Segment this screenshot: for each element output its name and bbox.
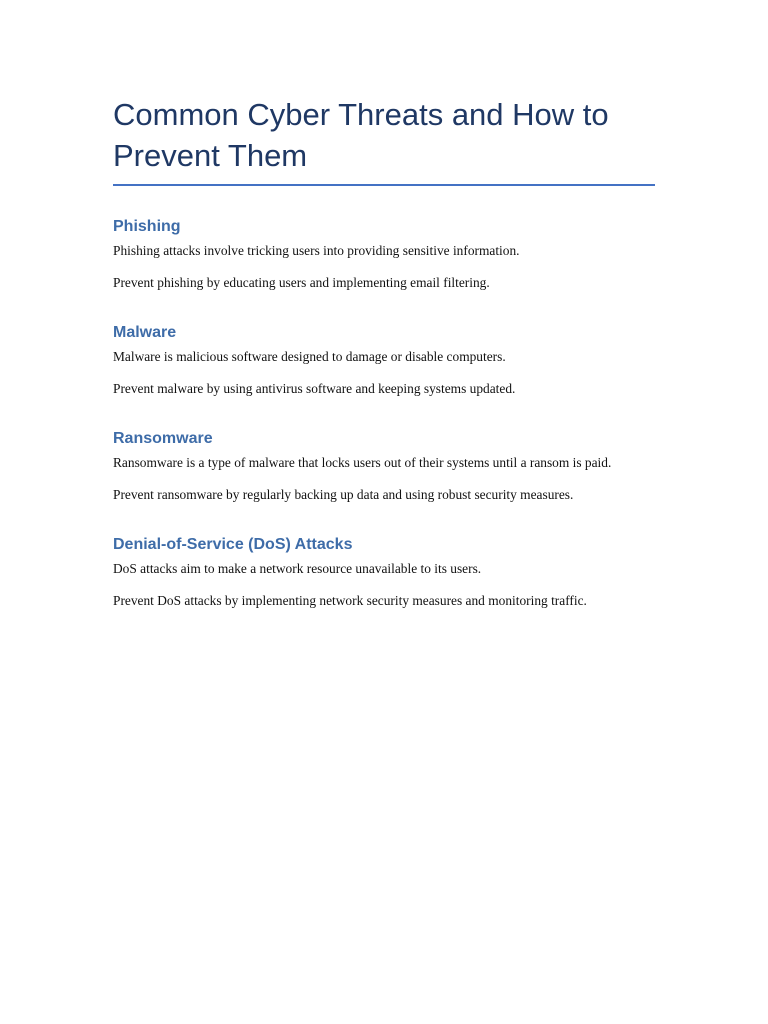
section-dos-attacks bbox=[113, 535, 655, 610]
section-heading: Denial-of-Service (DoS) Attacks bbox=[113, 536, 353, 553]
section-description: Malware is malicious software designed to damage or disable computers. bbox=[113, 349, 506, 364]
section-prevention: Prevent ransomware by regularly backing up data and using robust security measures. bbox=[113, 487, 574, 502]
section-prevention: Prevent malware by using antivirus software and keeping systems updated. bbox=[113, 381, 516, 396]
section-description: DoS attacks aim to make a network resource unavailable to its users. bbox=[113, 561, 482, 576]
section-description: Phishing attacks involve tricking users into providing sensitive information. bbox=[113, 243, 520, 258]
section-heading: Ransomware bbox=[113, 430, 213, 447]
section-heading: Malware bbox=[113, 324, 177, 341]
section-description: Ransomware is a type of malware that locks users out of their systems until a ransom is paid. bbox=[113, 455, 612, 470]
section-malware bbox=[113, 323, 655, 398]
section-heading: Phishing bbox=[113, 218, 181, 235]
document-title: Common Cyber Threats and How to Prevent Them bbox=[113, 94, 655, 186]
section-prevention: Prevent phishing by educating users and implementing email filtering. bbox=[113, 275, 490, 290]
document-page bbox=[113, 94, 655, 610]
section-phishing bbox=[113, 217, 655, 292]
section-prevention: Prevent DoS attacks by implementing network security measures and monitoring traffic. bbox=[113, 593, 587, 608]
section-ransomware bbox=[113, 429, 655, 504]
